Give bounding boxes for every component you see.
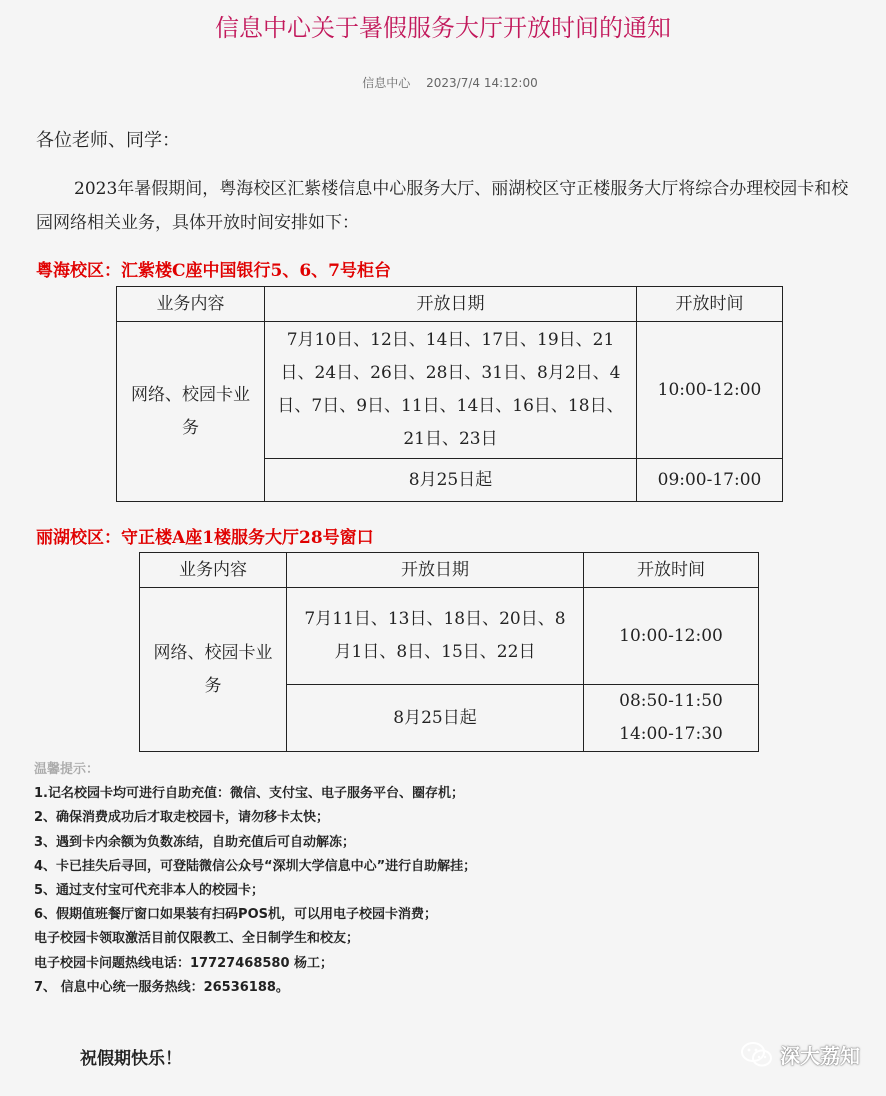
article-meta <box>0 74 886 91</box>
dates-cell: 8月25日起 <box>287 685 584 752</box>
table-header-row <box>117 287 783 322</box>
time-range-afternoon: 14:00-17:30 <box>619 724 723 744</box>
time-cell <box>584 685 759 752</box>
article-datetime: 2023/7/4 14:12:00 <box>426 76 538 90</box>
header-dates: 开放日期 <box>287 553 584 588</box>
article-source: 信息中心 <box>362 76 411 90</box>
tip-item: 4、卡已挂失后寻回，可登陆微信公众号“深圳大学信息中心”进行自助解挂； <box>34 858 477 874</box>
tip-item: 3、遇到卡内余额为负数冻结，自助充值后可自动解冻； <box>34 834 356 850</box>
tips-title: 温馨提示： <box>34 762 100 777</box>
tip-item: 1.记名校园卡均可进行自助充值：微信、支付宝、电子服务平台、圈存机； <box>34 786 464 802</box>
tip-item: 5、通过支付宝可代充非本人的校园卡； <box>34 883 265 899</box>
service-cell: 网络、校园卡业务 <box>117 322 265 502</box>
lihu-campus-heading: 丽湖校区：守正楼A座1楼服务大厅28号窗口 <box>36 528 374 548</box>
header-service: 业务内容 <box>140 553 287 588</box>
watermark-text: 深大荔知 <box>780 1044 860 1068</box>
tip-item: 电子校园卡问题热线电话：17727468580 杨工； <box>34 955 334 971</box>
intro-paragraph: 2023年暑假期间，粤海校区汇紫楼信息中心服务大厅、丽湖校区守正楼服务大厅将综合办理校园卡和校园网络相关业务，具体开放时间安排如下： <box>36 179 849 233</box>
watermark <box>740 1040 860 1069</box>
header-service: 业务内容 <box>117 287 265 322</box>
lihu-schedule-table <box>139 552 759 752</box>
tip-item: 2、确保消费成功后才取走校园卡，请勿移卡太快； <box>34 810 330 826</box>
header-time: 开放时间 <box>637 287 783 322</box>
time-range-morning: 08:50-11:50 <box>619 691 723 711</box>
header-time: 开放时间 <box>584 553 759 588</box>
service-cell: 网络、校园卡业务 <box>140 588 287 752</box>
tip-item: 7、 信息中心统一服务热线：26536188。 <box>34 979 289 995</box>
tips-section <box>34 758 854 1000</box>
dates-cell: 8月25日起 <box>265 459 637 502</box>
time-cell: 10:00-12:00 <box>584 588 759 685</box>
tip-item: 6、假期值班餐厅窗口如果装有扫码POS机，可以用电子校园卡消费； <box>34 907 437 923</box>
time-cell: 09:00-17:00 <box>637 459 783 502</box>
yuehai-schedule-table <box>116 286 783 502</box>
dates-cell: 7月10日、12日、14日、17日、19日、21日、24日、26日、28日、31日、8月2日、4日、7日、9日、11日、14日、16日、18日、21日、23日 <box>265 322 637 459</box>
table-header-row <box>140 553 759 588</box>
header-dates: 开放日期 <box>265 287 637 322</box>
table-row <box>117 322 783 459</box>
time-cell: 10:00-12:00 <box>637 322 783 459</box>
dates-cell: 7月11日、13日、18日、20日、8月1日、8日、15日、22日 <box>287 588 584 685</box>
table-row <box>140 588 759 685</box>
closing-line: 祝假期快乐！ <box>80 1049 182 1069</box>
article-title: 信息中心关于暑假服务大厅开放时间的通知 <box>215 14 671 42</box>
greeting: 各位老师、同学： <box>36 130 180 151</box>
tip-item: 电子校园卡领取激活目前仅限教工、全日制学生和校友； <box>34 931 360 947</box>
yuehai-campus-heading: 粤海校区：汇紫楼C座中国银行5、6、7号柜台 <box>36 261 392 281</box>
wechat-icon <box>740 1041 774 1069</box>
